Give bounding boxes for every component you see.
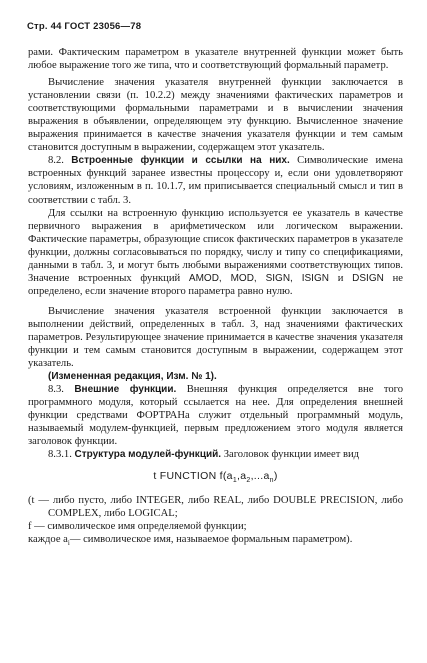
definition-a — [28, 533, 403, 550]
paragraph-internal-function-evaluation: Вычисление значения указателя внутренней функции заключается в установлении связи (п. 10.2.2) между значениями фактических параметров и соответствующими формальными параметрами и в вычислении значения выражения в объявлении, определяющем эту функцию. Вычисленное значение выражения принимается в качестве значения указателя функции и тем самым становится доступным в выражении, содержащем этот указатель. — [28, 77, 403, 154]
function-header-formula — [28, 470, 403, 484]
definition-t: (t — либо пусто, либо INTEGER, либо REAL, либо DOUBLE PRECISION, либо COMPLEX, либо LOGICAL; — [28, 494, 403, 519]
edition-label: (Измененная редакция, Изм. № 1). — [48, 371, 217, 383]
paragraph-builtin-reference — [28, 207, 403, 298]
formula-subscript: n — [269, 477, 274, 485]
paragraph-continuation: рами. Фактическим параметром в указателе внутренней функции может быть любое выражение того же типа, что и соответствующий формальный параметр. — [28, 47, 403, 72]
paragraph-builtin-evaluation: Вычисление значения указателя встроенной функции заключается в выполнении действий, определенных в табл. 3, над значениями фактических параметров. Результирующее значение принимается в качестве значения указателя функции и тем самым становится доступным в выражении, содержащем этот указатель. — [28, 305, 403, 370]
formula-text: ,a — [237, 470, 247, 483]
section-heading: Структура модулей-функций. — [74, 449, 222, 461]
section-8-3-1 — [28, 448, 403, 461]
conjunction: и — [337, 272, 344, 284]
formula-text: t FUNCTION f(a — [153, 470, 233, 483]
definition-text: — символическое имя, называемое формальным параметром). — [69, 533, 353, 545]
formula-text: ) — [273, 470, 278, 483]
formula-subscript: 1 — [232, 477, 238, 485]
section-8-3 — [28, 383, 403, 448]
section-text: Заголовок функции имеет вид — [223, 449, 360, 461]
paragraph-text: Для ссылки на встроенную функцию используется ее указатель в качестве первичного выражения в арифметическом или логическом выражении. Фактические параметры, образующие список фактических параметров в указателе функции, должны согласовываться по порядку, числу и типу со спецификациями, данными в табл. 3, и могут быть любыми выражениями соответствующих типов. Значение встроенных функций — [28, 207, 403, 284]
section-8-2 — [28, 154, 403, 206]
paragraph-text: не определено, если значение второго параметра равно нулю. — [28, 272, 403, 297]
formula-text: ,...a — [250, 470, 270, 483]
function-name-dsign: DSIGN — [352, 272, 384, 284]
section-number: 8.3.1. — [48, 449, 72, 461]
section-heading: Внешние функции. — [74, 384, 177, 396]
section-heading: Встроенные функции и ссылки на них. — [71, 155, 290, 167]
edition-note — [28, 370, 403, 383]
section-number: 8.2. — [48, 155, 64, 167]
definition-f: f — символическое имя определяемой функции; — [28, 520, 247, 532]
page-header: Стр. 44 ГОСТ 23056—78 — [27, 21, 142, 32]
document-body — [28, 46, 403, 550]
definition-subscript: i — [67, 538, 70, 547]
function-names: AMOD, MOD, SIGN, ISIGN — [188, 272, 329, 284]
definition-text: каждое a — [28, 533, 68, 545]
section-text: Символические имена встроенных функций заранее известны процессору и, если они удовлетворяют условиям, изложенным в п. 10.1.7, им приписывается специальный смысл и тип в соответствии с табл. 3. — [28, 155, 403, 206]
section-number: 8.3. — [48, 384, 64, 396]
section-text: Внешняя функция определяется вне того программного модуля, который ссылается на нее. Для определения внешней функции средствами ФОРТРАНа служит отдельный программный модуль, называемый модулем-функцией, первым предложением этого модуля является заголовок функции. — [28, 384, 403, 448]
formula-subscript: 2 — [246, 477, 251, 485]
